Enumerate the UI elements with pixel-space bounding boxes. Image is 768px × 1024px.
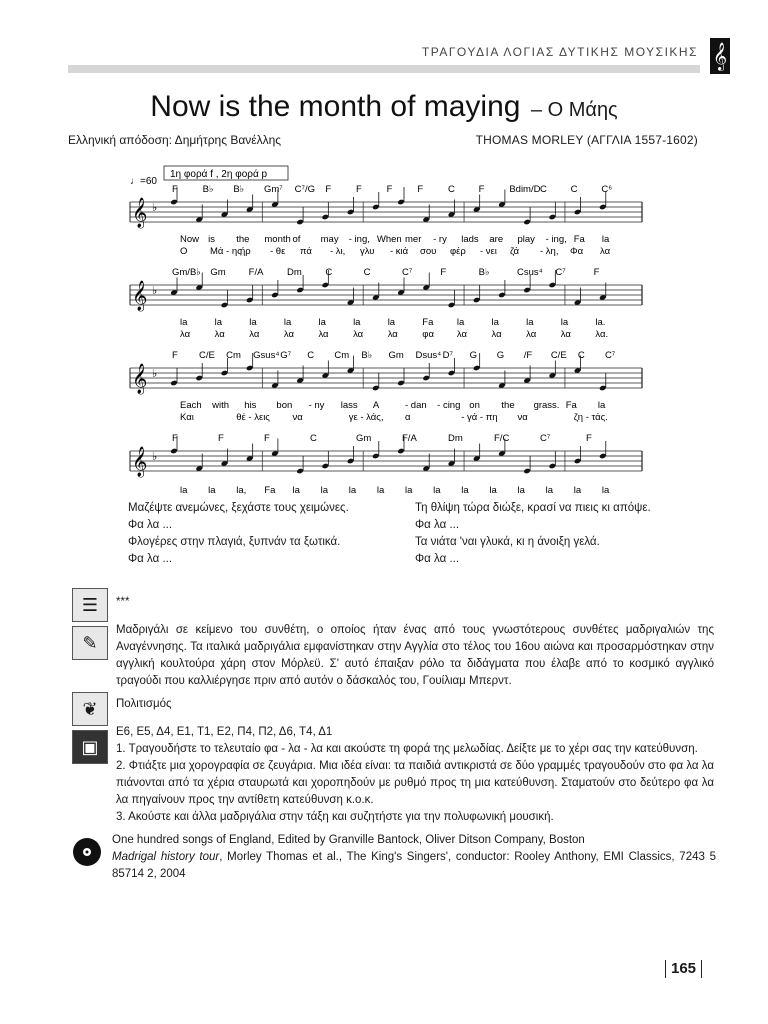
- ladder-icon: ☰: [72, 588, 108, 622]
- lyric-greek: - νει: [480, 246, 497, 257]
- chord-symbol: Gm: [210, 267, 226, 278]
- lyric: la: [208, 485, 216, 496]
- lyric-english: la: [180, 317, 188, 328]
- lyric-greek: λα: [214, 329, 225, 340]
- lyric-greek: Ο: [180, 246, 188, 257]
- lyric-english: bon: [276, 400, 293, 411]
- chord-symbol: F: [172, 350, 178, 361]
- source-2-title: Madrigal history tour: [112, 851, 220, 863]
- chord-symbol: Gm⁷: [264, 184, 283, 195]
- verses-right: [415, 500, 651, 568]
- lyric-english: lass: [340, 400, 358, 411]
- lyric-english: Fa: [565, 400, 577, 411]
- chord-symbol: F: [218, 433, 224, 444]
- lyric: Fa: [264, 485, 276, 496]
- key-signature-flat: ♭: [152, 202, 158, 214]
- lyric-english: - dan: [405, 400, 427, 411]
- chord-symbol: C: [448, 184, 455, 195]
- lyric: la,: [236, 485, 247, 496]
- lyric-english: his: [244, 400, 257, 411]
- lyric-greek: Φα: [570, 246, 584, 257]
- lyric-greek: ήρ: [240, 246, 251, 257]
- chord-symbol: D⁷: [442, 350, 453, 361]
- chord-symbol: C: [540, 184, 547, 195]
- lyric-english: A: [372, 400, 380, 411]
- key-signature-flat: ♭: [152, 285, 158, 297]
- header-band: [68, 65, 700, 73]
- lyric-english: grass.: [533, 400, 560, 411]
- chord-symbol: C⁶: [601, 184, 613, 195]
- lyric-greek: λα: [283, 329, 294, 340]
- chord-symbol: F: [356, 184, 362, 195]
- lyric-english: la: [214, 317, 223, 328]
- tempo-mark: ♩=60: [130, 176, 157, 187]
- lyric-english: on: [469, 400, 480, 411]
- source-1: One hundred songs of England, Edited by Granville Bantock, Oliver Ditson Company, Boston: [112, 834, 585, 846]
- chord-symbol: Gm/B♭: [172, 267, 201, 278]
- lyric-greek: γε - λάς,: [348, 412, 384, 423]
- lyric-english: la: [526, 317, 534, 328]
- lyric: la: [517, 485, 525, 496]
- lyric: la: [601, 485, 610, 496]
- lyric-english: - cing: [437, 400, 461, 411]
- chord-symbol: F/C: [494, 433, 510, 444]
- lyric-greek: λα: [600, 246, 611, 257]
- lyric-greek: λα: [456, 329, 468, 340]
- lyric-english: mer: [405, 234, 422, 245]
- page-number: 165: [665, 960, 702, 978]
- lyric-greek: - γά - πη: [461, 412, 498, 423]
- key-signature-flat: ♭: [152, 368, 158, 380]
- lyric-greek: λα: [353, 329, 364, 340]
- stars-text: ***: [116, 596, 130, 608]
- lyric: la: [545, 485, 554, 496]
- lyric-english: Fa: [573, 234, 585, 245]
- source-2: [112, 849, 716, 883]
- chord-symbol: F/A: [248, 267, 264, 278]
- lyric: la: [180, 485, 188, 496]
- lyric-english: - ny: [308, 400, 325, 411]
- chord-symbol: B♭: [202, 184, 214, 195]
- chord-symbol: C: [363, 267, 371, 278]
- chord-symbol: F: [586, 433, 592, 444]
- levels-text: Ε6, Ε5, Δ4, Ε1, Τ1, Ε2, Π4, Π2, Δ6, Τ4, Δ1: [116, 726, 333, 738]
- lyric-english: the: [501, 400, 515, 411]
- lyric-english: lads: [461, 234, 479, 245]
- chord-symbol: Gsus⁴: [253, 350, 280, 361]
- lyric-english: may: [320, 234, 339, 245]
- lyric-greek: φέρ: [450, 246, 466, 257]
- lyric: la: [292, 485, 300, 496]
- lyric-english: with: [212, 400, 230, 411]
- chord-symbol: C⁷: [604, 350, 616, 361]
- chord-symbol: C/E: [550, 350, 567, 361]
- chord-symbol: Bdim/D: [509, 184, 541, 195]
- lyric-greek: λα.: [595, 329, 609, 340]
- lyric-english: la: [353, 317, 361, 328]
- verse-line: Φα λα ...: [415, 519, 460, 531]
- lyric-english: - ry: [433, 234, 447, 245]
- lyric-english: la.: [595, 317, 606, 328]
- lyric-greek: γλυ: [360, 246, 375, 257]
- verse-line: Φλογέρες στην πλαγιά, ξυπνάν τα ξωτικά.: [128, 536, 341, 548]
- lyric-english: month: [264, 234, 291, 245]
- treble-clef-icon: 𝄞: [132, 447, 148, 477]
- activity-item: 2. Φτιάξτε μια χορογραφία σε ζευγάρια. Μια ιδέα είναι: τα παιδιά αντικριστά σε δύο γραμμές τραγουδούν στο φα λα λα πιάνονται από τα χέρια σταυρωτά και χοροπηδούν με ρυθμό προς τη μια κατεύθυνση. Σταματούν στο δεύτερο φα λα λα πηγαίνουν προς την αντίθετη κατεύθυνση κ.ο.κ.: [116, 760, 714, 806]
- chord-symbol: C: [570, 184, 578, 195]
- music-system: [130, 267, 642, 340]
- chord-symbol: B♭: [478, 267, 490, 278]
- sheet-music: [122, 160, 652, 496]
- lyric-english: la: [597, 400, 606, 411]
- chord-symbol: B♭: [233, 184, 245, 195]
- chord-symbol: Gm: [388, 350, 404, 361]
- lyric-english: - ing,: [348, 234, 370, 245]
- lyric-greek: λα: [180, 329, 191, 340]
- lyric-english: la: [491, 317, 499, 328]
- chord-symbol: C⁷/G: [294, 184, 315, 195]
- chord-symbol: Cm: [334, 350, 350, 361]
- lyric-greek: λα: [491, 329, 502, 340]
- chord-symbol: B♭: [361, 350, 373, 361]
- composer-credit: THOMAS MORLEY (ΑΓΓΛΙΑ 1557-1602): [475, 133, 698, 147]
- chord-symbol: Dm: [448, 433, 463, 444]
- lyric-english: When: [376, 234, 402, 245]
- chord-symbol: C: [307, 350, 315, 361]
- source-2-rest: , Morley Thomas et al., The King's Singers', conductor: Rooley Anthony, EMI Classics, 7243 5 85714 2, 2004: [112, 851, 717, 880]
- lyric-greek: - λη,: [540, 246, 559, 257]
- lyric-greek: λα: [387, 329, 398, 340]
- lyric: la: [433, 485, 441, 496]
- section-header: ΤΡΑΓΟΥΔΙΑ ΛΟΓΙΑΣ ΔΥΤΙΚΗΣ ΜΟΥΣΙΚΗΣ: [421, 45, 698, 59]
- chord-symbol: Dm: [287, 267, 302, 278]
- lyric-greek: λα: [318, 329, 329, 340]
- chord-symbol: G: [469, 350, 478, 361]
- activity-item: 3. Ακούστε και άλλα μαδριγάλια στην τάξη και συζητήστε για την πολυφωνική μουσική.: [116, 811, 554, 823]
- lyric-greek: ζη - τάς.: [573, 412, 608, 423]
- lyric-english: la: [318, 317, 326, 328]
- chord-symbol: F: [386, 184, 393, 195]
- treble-clef-icon: 𝄞: [132, 198, 148, 228]
- chord-symbol: C⁷: [540, 433, 551, 444]
- lyric-greek: - θε: [270, 246, 286, 257]
- treble-clef-icon: 𝄞: [710, 38, 730, 74]
- chord-symbol: G: [496, 350, 505, 361]
- lyric-english: Now: [180, 234, 200, 245]
- lyric-greek: σου: [420, 246, 437, 257]
- repeat-box-text: 1η φορά f , 2η φορά p: [170, 169, 268, 180]
- lyric-english: la: [283, 317, 292, 328]
- treble-clef-icon: 𝄞: [132, 281, 148, 311]
- verse-line: Τα νιάτα 'ναι γλυκά, κι η άνοιξη γελά.: [415, 536, 600, 548]
- translator-credit: Ελληνική απόδοση: Δημήτρης Βανέλλης: [68, 133, 282, 147]
- culture-text: Πολιτισμός: [116, 698, 172, 710]
- chord-symbol: F: [172, 433, 178, 444]
- lyric: la: [405, 485, 413, 496]
- verse-line: Τη θλίψη τώρα διώξε, κρασί να πιεις κι απόψε.: [415, 502, 651, 514]
- chord-symbol: C: [325, 267, 333, 278]
- lyric: la: [376, 485, 385, 496]
- chord-symbol: F/A: [402, 433, 417, 444]
- lyric-english: la: [560, 317, 569, 328]
- sources-block: [112, 832, 716, 883]
- lyric-english: la: [387, 317, 396, 328]
- lyric-greek: λα: [526, 329, 537, 340]
- lyric: la: [573, 485, 582, 496]
- chord-symbol: F: [325, 184, 332, 195]
- lyric-english: Each: [180, 400, 202, 411]
- music-system: [130, 184, 642, 257]
- lyric-english: play: [517, 234, 535, 245]
- activity-item: 1. Τραγουδήστε το τελευταίο φα - λα - λα και ακούστε τη φορά της μελωδίας. Δείξτε με το χέρι σας την κατεύθυνση.: [116, 743, 698, 755]
- chord-symbol: F: [478, 184, 485, 195]
- lyric-english: Fa: [422, 317, 434, 328]
- book-icon: ✎: [72, 626, 108, 660]
- chord-symbol: Dsus⁴: [415, 350, 442, 361]
- chord-symbol: F: [172, 184, 178, 195]
- lyric: la: [320, 485, 329, 496]
- lyric-greek: - λι,: [330, 246, 346, 257]
- lyric-greek: θέ - λεις: [236, 412, 270, 423]
- music-system: [130, 350, 642, 423]
- key-signature-flat: ♭: [152, 451, 158, 463]
- song-subtitle: – Ο Μάης: [530, 99, 618, 121]
- song-title: Now is the month of maying: [150, 90, 521, 123]
- lyric-greek: - κιά: [390, 246, 409, 257]
- chord-symbol: C⁷: [402, 267, 413, 278]
- lyric-greek: λα: [249, 329, 260, 340]
- song-title-block: [0, 90, 768, 124]
- cd-disc-icon: [70, 836, 104, 868]
- chord-symbol: Cm: [226, 350, 241, 361]
- lyric-english: la: [601, 234, 610, 245]
- chord-symbol: F: [417, 184, 424, 195]
- chord-symbol: C: [577, 350, 585, 361]
- chord-symbol: F: [264, 433, 270, 444]
- music-system: [130, 433, 642, 496]
- lyric-greek: πά: [300, 246, 312, 257]
- lyric-greek: Και: [180, 412, 194, 423]
- chord-symbol: Gm: [356, 433, 372, 444]
- lyric: la: [461, 485, 469, 496]
- chord-symbol: Csus⁴: [517, 267, 543, 278]
- lyric-greek: ζά: [510, 246, 520, 257]
- lyric-greek: Μά - ης: [210, 246, 242, 257]
- verses-left: [128, 500, 349, 568]
- lyric-greek: να: [292, 412, 303, 423]
- lyric-greek: να: [517, 412, 528, 423]
- activity-icon: ▣: [72, 730, 108, 764]
- lyric-english: - ing,: [545, 234, 567, 245]
- chord-symbol: F: [440, 267, 447, 278]
- verse-line: Μαζέψτε ανεμώνες, ξεχάστε τους χειμώνες.: [128, 502, 349, 514]
- treble-clef-icon: 𝄞: [132, 364, 148, 394]
- chord-symbol: C/E: [199, 350, 215, 361]
- culture-icon: ❦: [72, 692, 108, 726]
- lyric-english: the: [236, 234, 250, 245]
- verse-line: Φα λα ...: [128, 553, 173, 565]
- chord-symbol: G⁷: [280, 350, 292, 361]
- lyric: la: [489, 485, 497, 496]
- lyric-english: are: [489, 234, 504, 245]
- chord-symbol: /F: [523, 350, 533, 361]
- lyric-english: is: [208, 234, 215, 245]
- chord-symbol: C⁷: [555, 267, 566, 278]
- lyric-greek: λα: [560, 329, 571, 340]
- lyric: la: [348, 485, 357, 496]
- lyric-english: la: [456, 317, 465, 328]
- description-text: Μαδριγάλι σε κείμενο του συνθέτη, ο οποίος ήταν ένας από τους γνωστότερους συνθέτες μαδριγαλιών της Αναγέννησης. Τα ιταλικά μαδριγάλια εμφανίστηκαν στην Αγγλία στο τέλος του 16ου αιώνα και προσαρμόστηκαν στην αγγλική κουλτούρα χάρη στον Μόρλεϋ. Σ' αυτό έπαιξαν ρόλο τα διδάγματα που έλαβε από το κοσμικό αγγλικό τραγούδι που καλλιέργησε πριν από αυτόν ο δάσκαλός του, Γουίλιαμ Μπερντ.: [116, 624, 714, 687]
- lyric-english: la: [249, 317, 257, 328]
- lyric-greek: φα: [422, 329, 434, 340]
- verse-line: Φα λα ...: [415, 553, 460, 565]
- chord-symbol: F: [593, 267, 600, 278]
- chord-symbol: C: [310, 433, 317, 444]
- lyric-english: of: [292, 234, 301, 245]
- lyric-greek: α: [405, 412, 411, 423]
- activities-block: [116, 724, 714, 826]
- verse-line: Φα λα ...: [128, 519, 173, 531]
